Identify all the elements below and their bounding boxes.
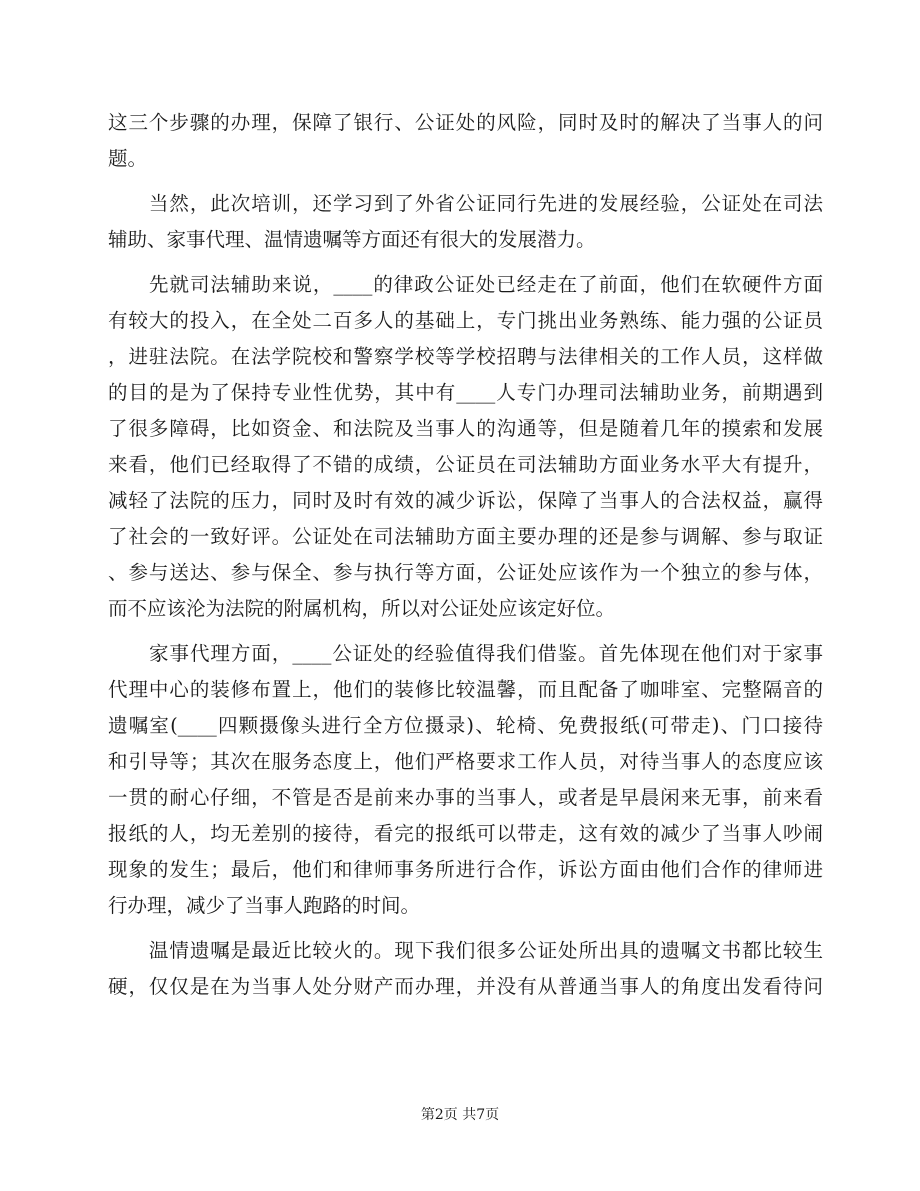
text-line: 了社会的一致好评。公证处在司法辅助方面主要办理的还是参与调解、参与取证 <box>108 525 823 548</box>
text-line: ，进驻法院。在法学院校和警察学校等学校招聘与法律相关的工作人员，这样做 <box>108 345 823 368</box>
text-line: 当然，此次培训，还学习到了外省公证同行先进的发展经验，公证处在司法 <box>108 192 823 215</box>
text-line: 来看，他们已经取得了不错的成绩，公证员在司法辅助方面业务水平大有提升， <box>108 453 823 476</box>
text-line: 而不应该沦为法院的附属机构，所以对公证处应该定好位。 <box>108 597 616 620</box>
text-line: 了很多障碍，比如资金、和法院及当事人的沟通等，但是随着几年的摸索和发展 <box>108 417 823 440</box>
text-line: 有较大的投入，在全处二百多人的基础上，专门挑出业务熟练、能力强的公证员 <box>108 309 823 332</box>
text-line: 报纸的人，均无差别的接待，看完的报纸可以带走，这有效的减少了当事人吵闹 <box>108 822 823 845</box>
text-line: 硬，仅仅是在为当事人处分财产而办理，并没有从普通当事人的角度出发看待问 <box>108 975 823 998</box>
text-line: 减轻了法院的压力，同时及时有效的减少诉讼，保障了当事人的合法权益，赢得 <box>108 489 823 512</box>
text-line: 辅助、家事代理、温情遗嘱等方面还有很大的发展潜力。 <box>108 228 596 251</box>
text-line: 代理中心的装修布置上，他们的装修比较温馨，而且配备了咖啡室、完整隔音的 <box>108 678 823 701</box>
text-line: 和引导等；其次在服务态度上，他们严格要求工作人员，对待当事人的态度应该 <box>108 750 823 773</box>
text-line: 家事代理方面，____公证处的经验值得我们借鉴。首先体现在他们对于家事 <box>108 642 823 665</box>
text-line: 的目的是为了保持专业性优势，其中有____人专门办理司法辅助业务，前期遇到 <box>108 381 823 404</box>
page-number-footer: 第2页 共7页 <box>420 1107 500 1123</box>
text-line: 、参与送达、参与保全、参与执行等方面，公证处应该作为一个独立的参与体， <box>108 561 823 584</box>
text-line: 这三个步骤的办理，保障了银行、公证处的风险，同时及时的解决了当事人的问 <box>108 111 823 134</box>
text-line: 先就司法辅助来说，____的律政公证处已经走在了前面，他们在软硬件方面 <box>108 273 823 296</box>
text-line: 现象的发生；最后，他们和律师事务所进行合作，诉讼方面由他们合作的律师进 <box>108 858 823 881</box>
text-line: 遗嘱室(____四颗摄像头进行全方位摄录)、轮椅、免费报纸(可带走)、门口接待 <box>108 714 823 737</box>
text-line: 一贯的耐心仔细，不管是否是前来办事的当事人，或者是早晨闲来无事，前来看 <box>108 786 823 809</box>
text-line: 行办理，减少了当事人跑路的时间。 <box>108 894 421 917</box>
text-line: 题。 <box>108 147 148 170</box>
text-line: 温情遗嘱是最近比较火的。现下我们很多公证处所出具的遗嘱文书都比较生 <box>108 939 823 962</box>
